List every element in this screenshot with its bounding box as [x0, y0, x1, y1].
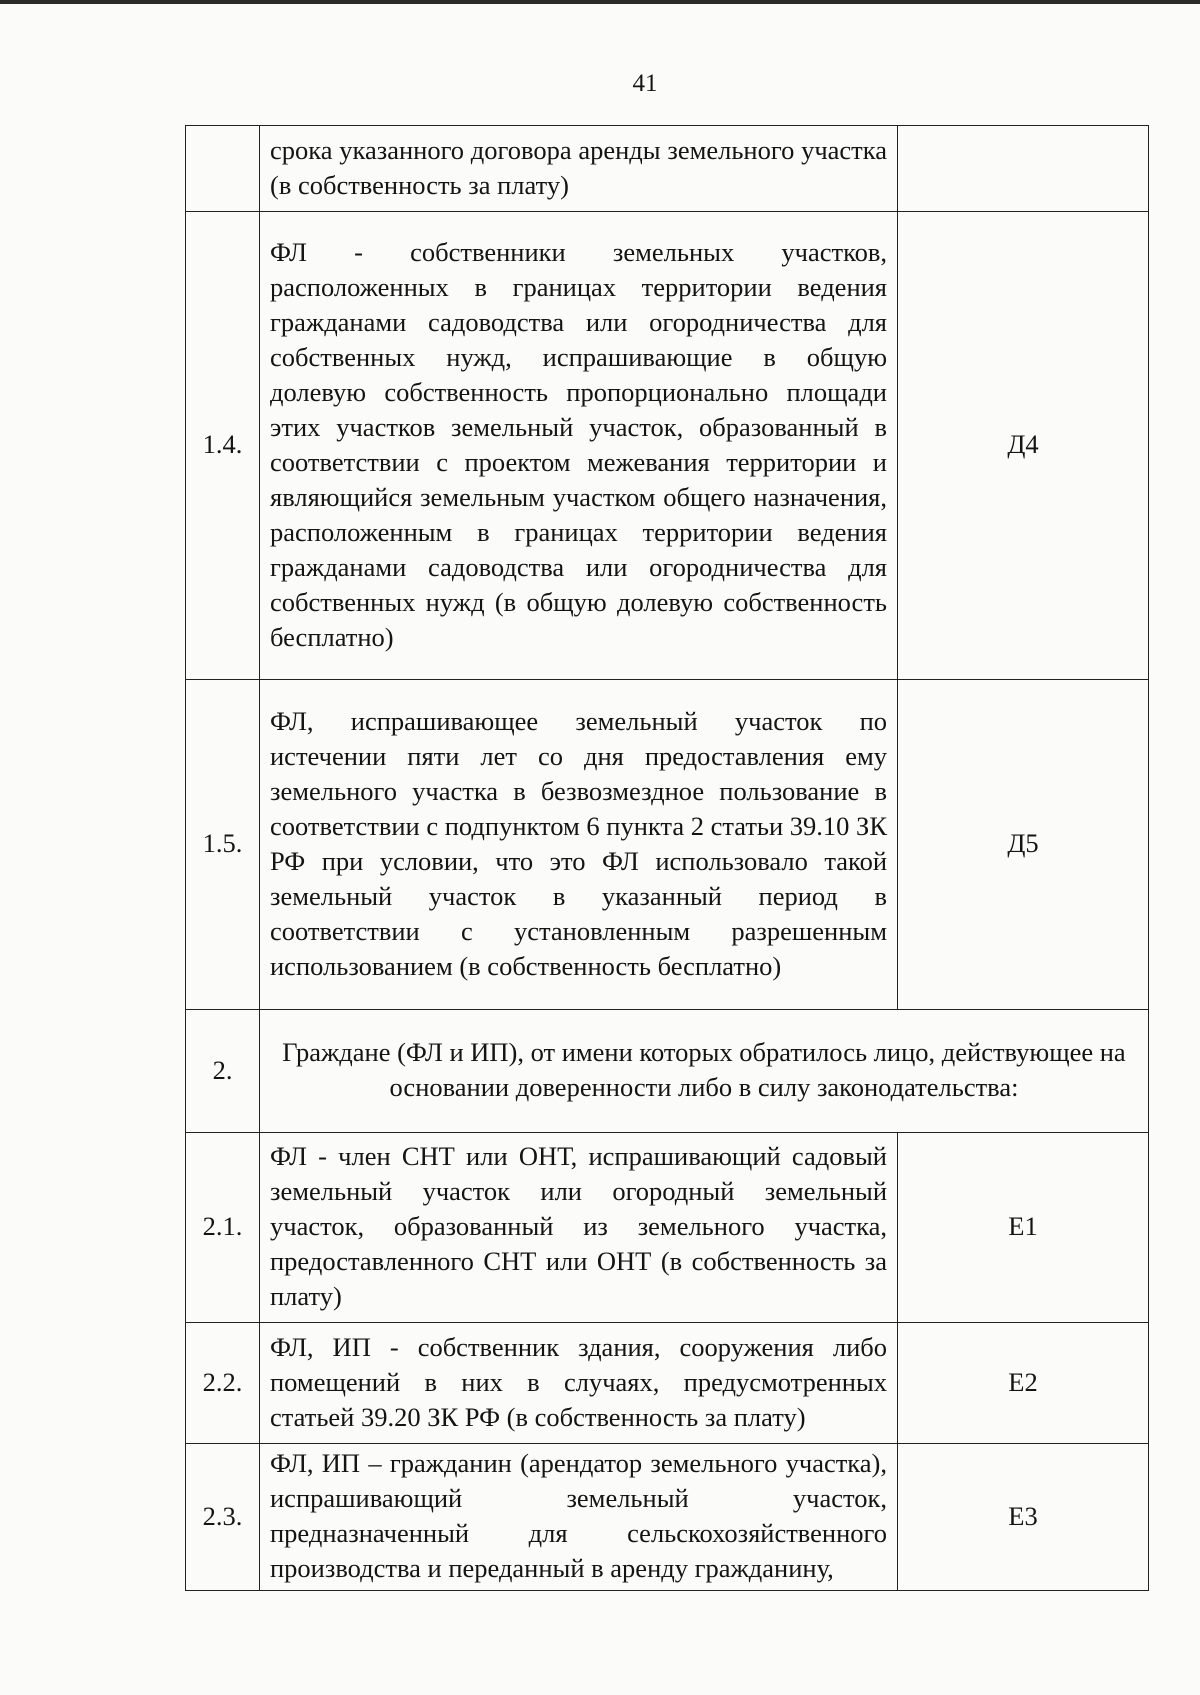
row-number: 2.2. — [186, 1323, 260, 1444]
row-number: 2.1. — [186, 1133, 260, 1323]
row-description: ФЛ, испрашивающее земельный участок по истечении пяти лет со дня предоставления ему земельного участка в безвозмездное пользование в соответствии с подпунктом 6 пункта 2 статьи 39.10 ЗК РФ при условии, что это ФЛ использовало такой земельный участок в указанный период в соответствии с установленным разрешенным использованием (в собственность бесплатно) — [260, 680, 898, 1010]
table-row — [186, 680, 1149, 1010]
row-number: 1.4. — [186, 212, 260, 680]
row-description: ФЛ - член СНТ или ОНТ, испрашивающий садовый земельный участок или огородный земельный участок, образованный из земельного участка, предоставленного СНТ или ОНТ (в собственность за плату) — [260, 1133, 898, 1323]
table-row — [186, 1444, 1149, 1591]
row-number — [186, 126, 260, 212]
row-number: 2. — [186, 1010, 260, 1133]
page-number: 41 — [632, 70, 658, 97]
table-row — [186, 212, 1149, 680]
row-code: Е1 — [898, 1133, 1149, 1323]
row-code: Е2 — [898, 1323, 1149, 1444]
row-code: Д4 — [898, 212, 1149, 680]
row-number: 2.3. — [186, 1444, 260, 1591]
row-number: 1.5. — [186, 680, 260, 1010]
row-description: ФЛ, ИП – гражданин (арендатор земельного участка), испрашивающий земельный участок, предназначенный для сельскохозяйственного производства и переданный в аренду гражданину, — [260, 1444, 898, 1591]
row-description: ФЛ, ИП - собственник здания, сооружения либо помещений в них в случаях, предусмотренных статьей 39.20 ЗК РФ (в собственность за плату) — [260, 1323, 898, 1444]
table-row-heading — [186, 1010, 1149, 1133]
table-row — [186, 1323, 1149, 1444]
scan-top-edge — [0, 0, 1200, 4]
row-code — [898, 126, 1149, 212]
row-description: срока указанного договора аренды земельного участка (в собственность за плату) — [260, 126, 898, 212]
row-description: ФЛ - собственники земельных участков, расположенных в границах территории ведения гражданами садоводства или огородничества для собственных нужд, испрашивающие в общую долевую собственность пропорционально площади этих участков земельный участок, образованный в соответствии с проектом межевания территории и являющийся земельным участком общего назначения, расположенным в границах территории ведения гражданами садоводства или огородничества для собственных нужд (в общую долевую собственность бесплатно) — [260, 212, 898, 680]
document-table — [185, 125, 1149, 1591]
row-code: Е3 — [898, 1444, 1149, 1591]
table-row — [186, 126, 1149, 212]
table-row — [186, 1133, 1149, 1323]
row-code: Д5 — [898, 680, 1149, 1010]
section-heading: Граждане (ФЛ и ИП), от имени которых обратилось лицо, действующее на основании доверенности либо в силу законодательства: — [260, 1010, 1149, 1133]
